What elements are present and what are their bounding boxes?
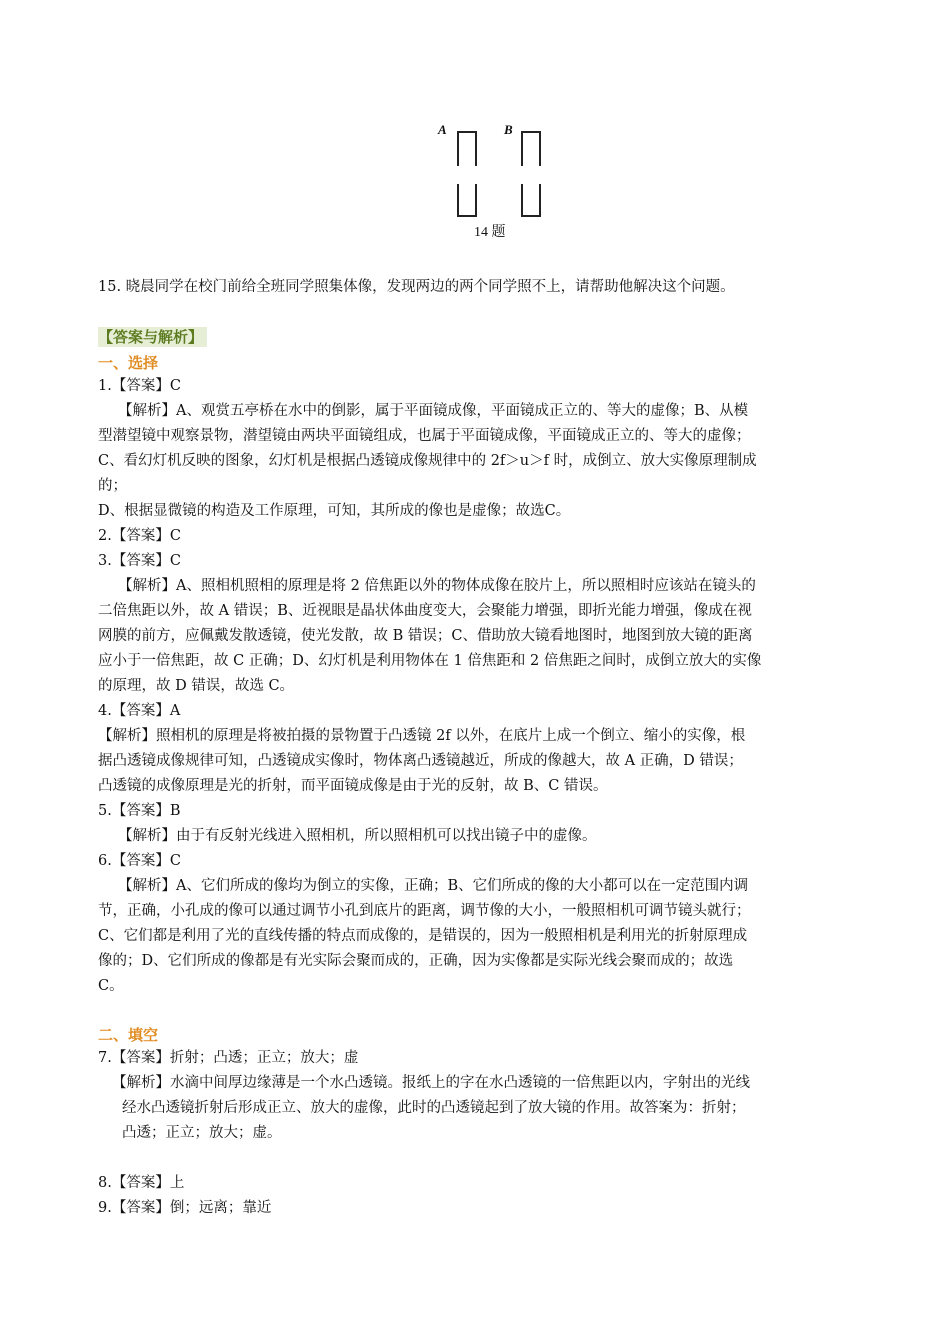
analysis-line: 【解析】A、照相机照相的原理是将 2 倍焦距以外的物体成像在胶片上，所以照相时应该站在镜头的 xyxy=(118,578,756,594)
answer-line: 1.【答案】C xyxy=(98,378,181,394)
answer-line: 4.【答案】A xyxy=(98,703,181,719)
answer-line: 6.【答案】C xyxy=(98,853,181,869)
answers-header: 【答案与解析】 xyxy=(98,327,207,347)
analysis-line: 凸透镜的成像原理是光的折射，而平面镜成像是由于光的反射，故 B、C 错误。 xyxy=(98,778,608,794)
analysis-line: C、看幻灯机反映的图象，幻灯机是根据凸透镜成像规律中的 2f＞u＞f 时，成倒立、放大实像原理制成 xyxy=(98,453,757,469)
pinhole-b-top xyxy=(522,132,540,166)
analysis-line: 【解析】水滴中间厚边缘薄是一个水凸透镜。报纸上的字在水凸透镜的一倍焦距以内，字射出的光线 xyxy=(112,1075,750,1091)
analysis-line: 型潜望镜中观察景物，潜望镜由两块平面镜组成，也属于平面镜成像，平面镜成正立的、等大的虚像； xyxy=(98,428,751,444)
analysis-line: D、根据显微镜的构造及工作原理，可知，其所成的像也是虚像；故选C。 xyxy=(98,503,571,519)
analysis-line: 【解析】A、观赏五亭桥在水中的倒影，属于平面镜成像，平面镜成正立的、等大的虚像；B、从模 xyxy=(118,403,749,419)
pinhole-b-bottom xyxy=(522,184,540,216)
analysis-line: 网膜的前方，应佩戴发散透镜，使光发散，故 B 错误；C、借助放大镜看地图时，地图到放大镜的距离 xyxy=(98,628,753,644)
analysis-line: 像的；D、它们所成的像都是有光实际会聚而成的，正确，因为实像都是实际光线会聚而成的；故选 xyxy=(98,953,734,969)
answer-line: 2.【答案】C xyxy=(98,528,181,544)
answer-line: 7.【答案】折射；凸透；正立；放大；虚 xyxy=(98,1050,359,1066)
analysis-line: 的； xyxy=(98,478,127,494)
section-choice-title: 一、选择 xyxy=(98,354,159,372)
analysis-line: 节，正确，小孔成的像可以通过调节小孔到底片的距离，调节像的大小，一般照相机可调节镜头就行； xyxy=(98,903,751,919)
analysis-line: 凸透；正立；放大；虚。 xyxy=(122,1125,282,1141)
answer-line: 3.【答案】C xyxy=(98,553,181,569)
pinhole-a-top xyxy=(458,132,476,166)
figure-14 xyxy=(430,118,560,246)
analysis-line: 应小于一倍焦距，故 C 正确；D、幻灯机是利用物体在 1 倍焦距和 2 倍焦距之间时，成倒立放大的实像 xyxy=(98,653,762,669)
pinhole-a-bottom xyxy=(458,184,476,216)
figure-drawing xyxy=(430,118,560,218)
analysis-line: 经水凸透镜折射后形成正立、放大的虚像，此时的凸透镜起到了放大镜的作用。故答案为：折射； xyxy=(122,1100,746,1116)
figure-caption: 14 题 xyxy=(474,225,506,240)
answer-line: 9.【答案】倒；远离；靠近 xyxy=(98,1200,272,1216)
analysis-line: 【解析】A、它们所成的像均为倒立的实像，正确；B、它们所成的像的大小都可以在一定范围内调 xyxy=(118,878,749,894)
analysis-line: 的原理，故 D 错误，故选 C。 xyxy=(98,678,295,694)
figure-label-b: B xyxy=(504,122,513,137)
question-15: 15. 晓晨同学在校门前给全班同学照集体像，发现两边的两个同学照不上，请帮助他解决这个问题。 xyxy=(98,279,735,295)
analysis-line: 【解析】由于有反射光线进入照相机，所以照相机可以找出镜子中的虚像。 xyxy=(118,828,597,844)
figure-label-a: A xyxy=(438,122,447,137)
answer-line: 5.【答案】B xyxy=(98,803,181,819)
answer-line: 8.【答案】上 xyxy=(98,1175,185,1191)
analysis-line: C。 xyxy=(98,978,124,994)
analysis-line: 二倍焦距以外，故 A 错误；B、近视眼是晶状体曲度变大，会聚能力增强，即折光能力增强，像成在视 xyxy=(98,603,752,619)
analysis-line: 【解析】照相机的原理是将被拍摄的景物置于凸透镜 2f 以外，在底片上成一个倒立、缩小的实像，根 xyxy=(98,728,746,744)
analysis-line: 据凸透镜成像规律可知，凸透镜成实像时，物体离凸透镜越近，所成的像越大，故 A 正确，D 错误； xyxy=(98,753,743,769)
section-fill-title: 二、填空 xyxy=(98,1026,159,1044)
analysis-line: C、它们都是利用了光的直线传播的特点而成像的，是错误的，因为一般照相机是利用光的折射原理成 xyxy=(98,928,748,944)
